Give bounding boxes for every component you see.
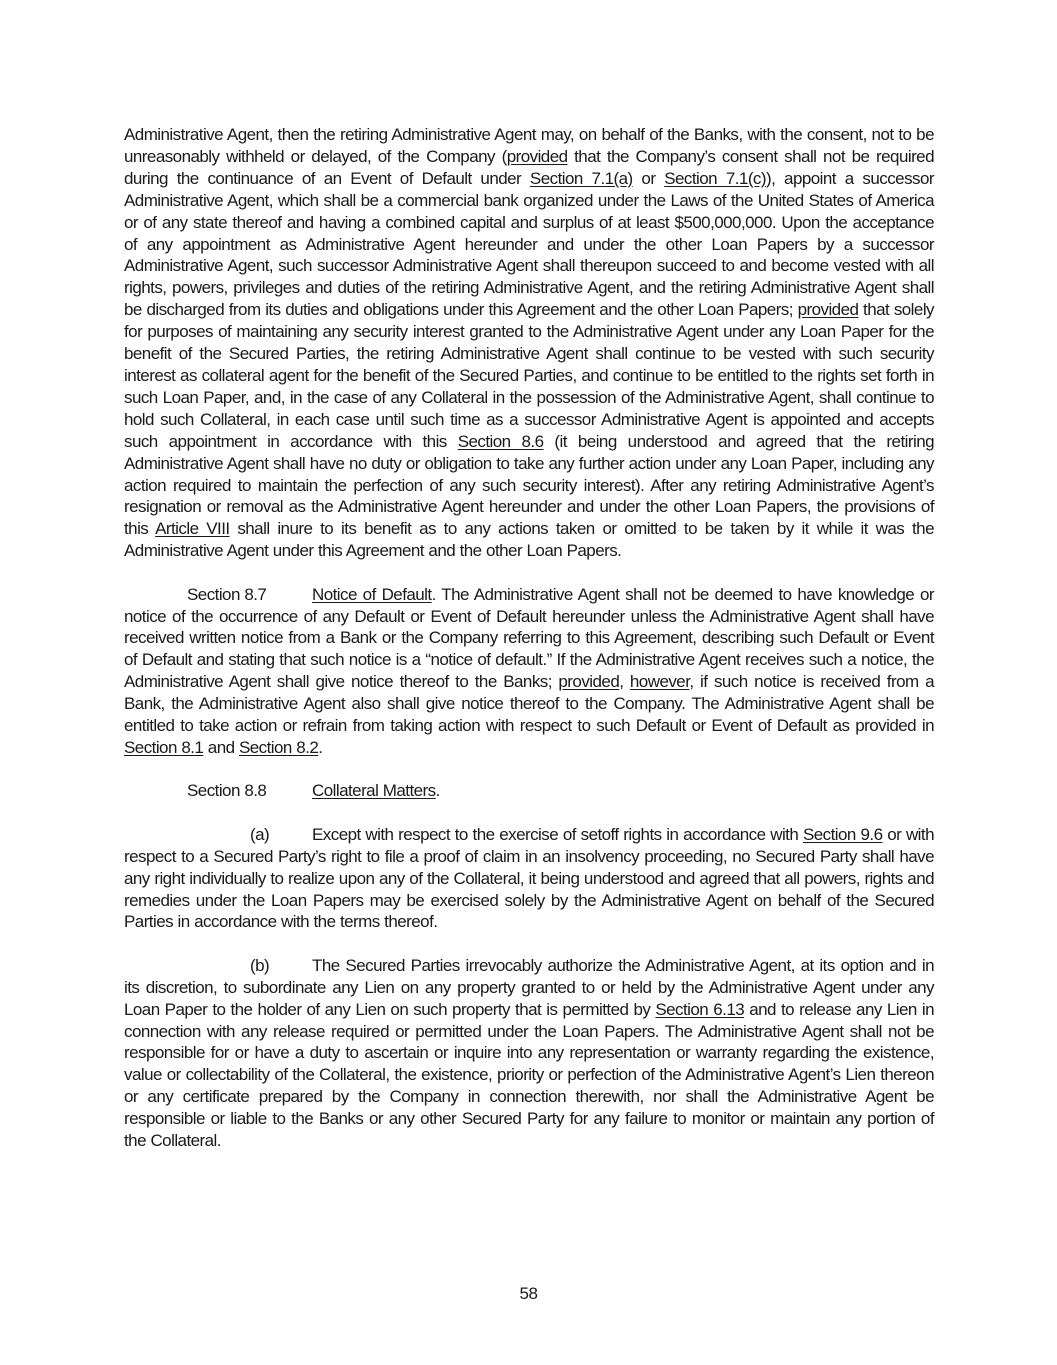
article-viii-reference[interactable]: Article VIII — [155, 519, 230, 539]
subsection-b — [124, 955, 934, 1152]
section-number: Section 8.8 — [187, 781, 267, 801]
text: Administrative Agent, then the retiring Administrative Agent may, on behalf of the Banks, with the consent, not to be unreasonably withheld or delayed, of the Company ( — [124, 125, 934, 166]
section-6-13-reference[interactable]: Section 6.13 — [655, 999, 745, 1019]
text: and to release any Lien in connection with any release required or permitted under the Loan Papers. The Administrative Agent shall not be responsible for or have a duty to ascertain or inquire into any representation or warranty regarding the existence, value or collectability of the Collateral, the existence, priority or perfection of the Administrative Agent’s Lien thereon or any certificate prepared by the Company in connection therewith, nor shall the Administrative Agent be responsible or liable to the Banks or any other Secured Party for any failure to monitor or maintain any portion of the Collateral. — [124, 999, 934, 1151]
section-8-1-reference[interactable]: Section 8.1 — [124, 737, 204, 757]
text: and — [203, 737, 239, 757]
provided-term: provided — [506, 146, 568, 166]
text: . — [318, 737, 323, 757]
text: or — [632, 168, 665, 188]
section-9-6-reference[interactable]: Section 9.6 — [802, 824, 883, 844]
text: , — [619, 672, 630, 692]
text: The Secured Parties irrevocably authorize the Administrative Agent, at its option and in its discretion, to subordinate any Lien on any property granted to or held by the Administrative Agent under any Loan Paper to the holder of any Lien on such property that is permitted by — [124, 955, 934, 1019]
text: (it being understood and agreed that the retiring Administrative Agent shall have no duty or obligation to take any further action under any Loan Paper, including any action required to maintain the perfection of any such security interest). After any retiring Administrative Agent’s resignation or removal as the Administrative Agent hereunder and under the other Loan Papers, the provisions of this — [124, 431, 934, 539]
text: that the Company’s consent shall not be required during the continuance of an Event of Default under — [124, 146, 934, 188]
page-number: 58 — [519, 1284, 538, 1303]
section-number: Section 8.7 — [187, 584, 267, 604]
provided-term: provided — [797, 300, 859, 320]
section-7-1-c-reference[interactable]: Section 7.1(c) — [664, 168, 766, 188]
text: or with respect to a Secured Party’s right to file a proof of claim in an insolvency proceeding, no Secured Party shall have any right individually to realize upon any of the Collateral, it being understood and agreed that all powers, rights and remedies under the Loan Papers may be exercised solely by the Administrative Agent on behalf of the Secured Parties in accordance with the terms thereof. — [124, 824, 934, 932]
text: . — [435, 781, 440, 801]
text: . The Administrative Agent shall not be deemed to have knowledge or notice of the occurrence of any Default or Event of Default hereunder unless the Administrative Agent shall have received written notice from a Bank or the Company referring to this Agreement, describing such Default or Event of Default and stating that such notice is a “notice of default.” If the Administrative Agent receives such a notice, the Administrative Agent shall give notice thereof to the Banks; — [124, 584, 934, 692]
section-8-2-reference[interactable]: Section 8.2 — [238, 737, 319, 757]
section-8-6-reference[interactable]: Section 8.6 — [457, 431, 544, 451]
paragraph-successor-agent — [124, 124, 934, 562]
text: shall inure to its benefit as to any actions taken or omitted to be taken by it while it was the Administrative Agent under this Agreement and the other Loan Papers. — [124, 519, 934, 561]
section-8-7-notice-of-default — [124, 584, 934, 759]
text: ), appoint a successor Administrative Agent, which shall be a commercial bank organized under the Laws of the United States of America or of any state thereof and having a combined capital and surplus of at least $500,000,000. Upon the acceptance of any appointment as Administrative Agent hereunder and under the other Loan Papers by a successor Administrative Agent, such successor Administrative Agent shall thereupon succeed to and become vested with all rights, powers, privileges and duties of the retiring Administrative Agent, and the retiring Administrative Agent shall be discharged from its duties and obligations under this Agreement and the other Loan Papers; — [124, 168, 934, 320]
text: , if such notice is received from a Bank, the Administrative Agent also shall give notice thereof to the Company. The Administrative Agent shall be entitled to take action or refrain from taking action with respect to such Default or Event of Default as provided in — [124, 672, 934, 736]
text: that solely for purposes of maintaining any security interest granted to the Administrative Agent under any Loan Paper for the benefit of the Secured Parties, the retiring Administrative Agent shall continue to be vested with such security interest as collateral agent for the benefit of the Secured Parties, and continue to be entitled to the rights set forth in such Loan Paper, and, in the case of any Collateral in the possession of the Administrative Agent, shall continue to hold such Collateral, in each case until such time as a successor Administrative Agent is appointed and accepts such appointment in accordance with this — [124, 300, 934, 451]
section-8-8-collateral-matters — [124, 780, 934, 802]
provided-term: provided — [558, 672, 620, 692]
text: Except with respect to the exercise of setoff rights in accordance with — [312, 824, 803, 844]
section-title: Notice of Default — [312, 584, 432, 604]
section-title: Collateral Matters — [312, 781, 436, 801]
section-7-1-a-reference[interactable]: Section 7.1(a) — [529, 168, 633, 188]
however-term: however — [629, 672, 690, 692]
subsection-a — [124, 824, 934, 934]
subsection-label: (b) — [250, 955, 270, 975]
document-page — [124, 124, 934, 1173]
subsection-label: (a) — [250, 824, 270, 844]
